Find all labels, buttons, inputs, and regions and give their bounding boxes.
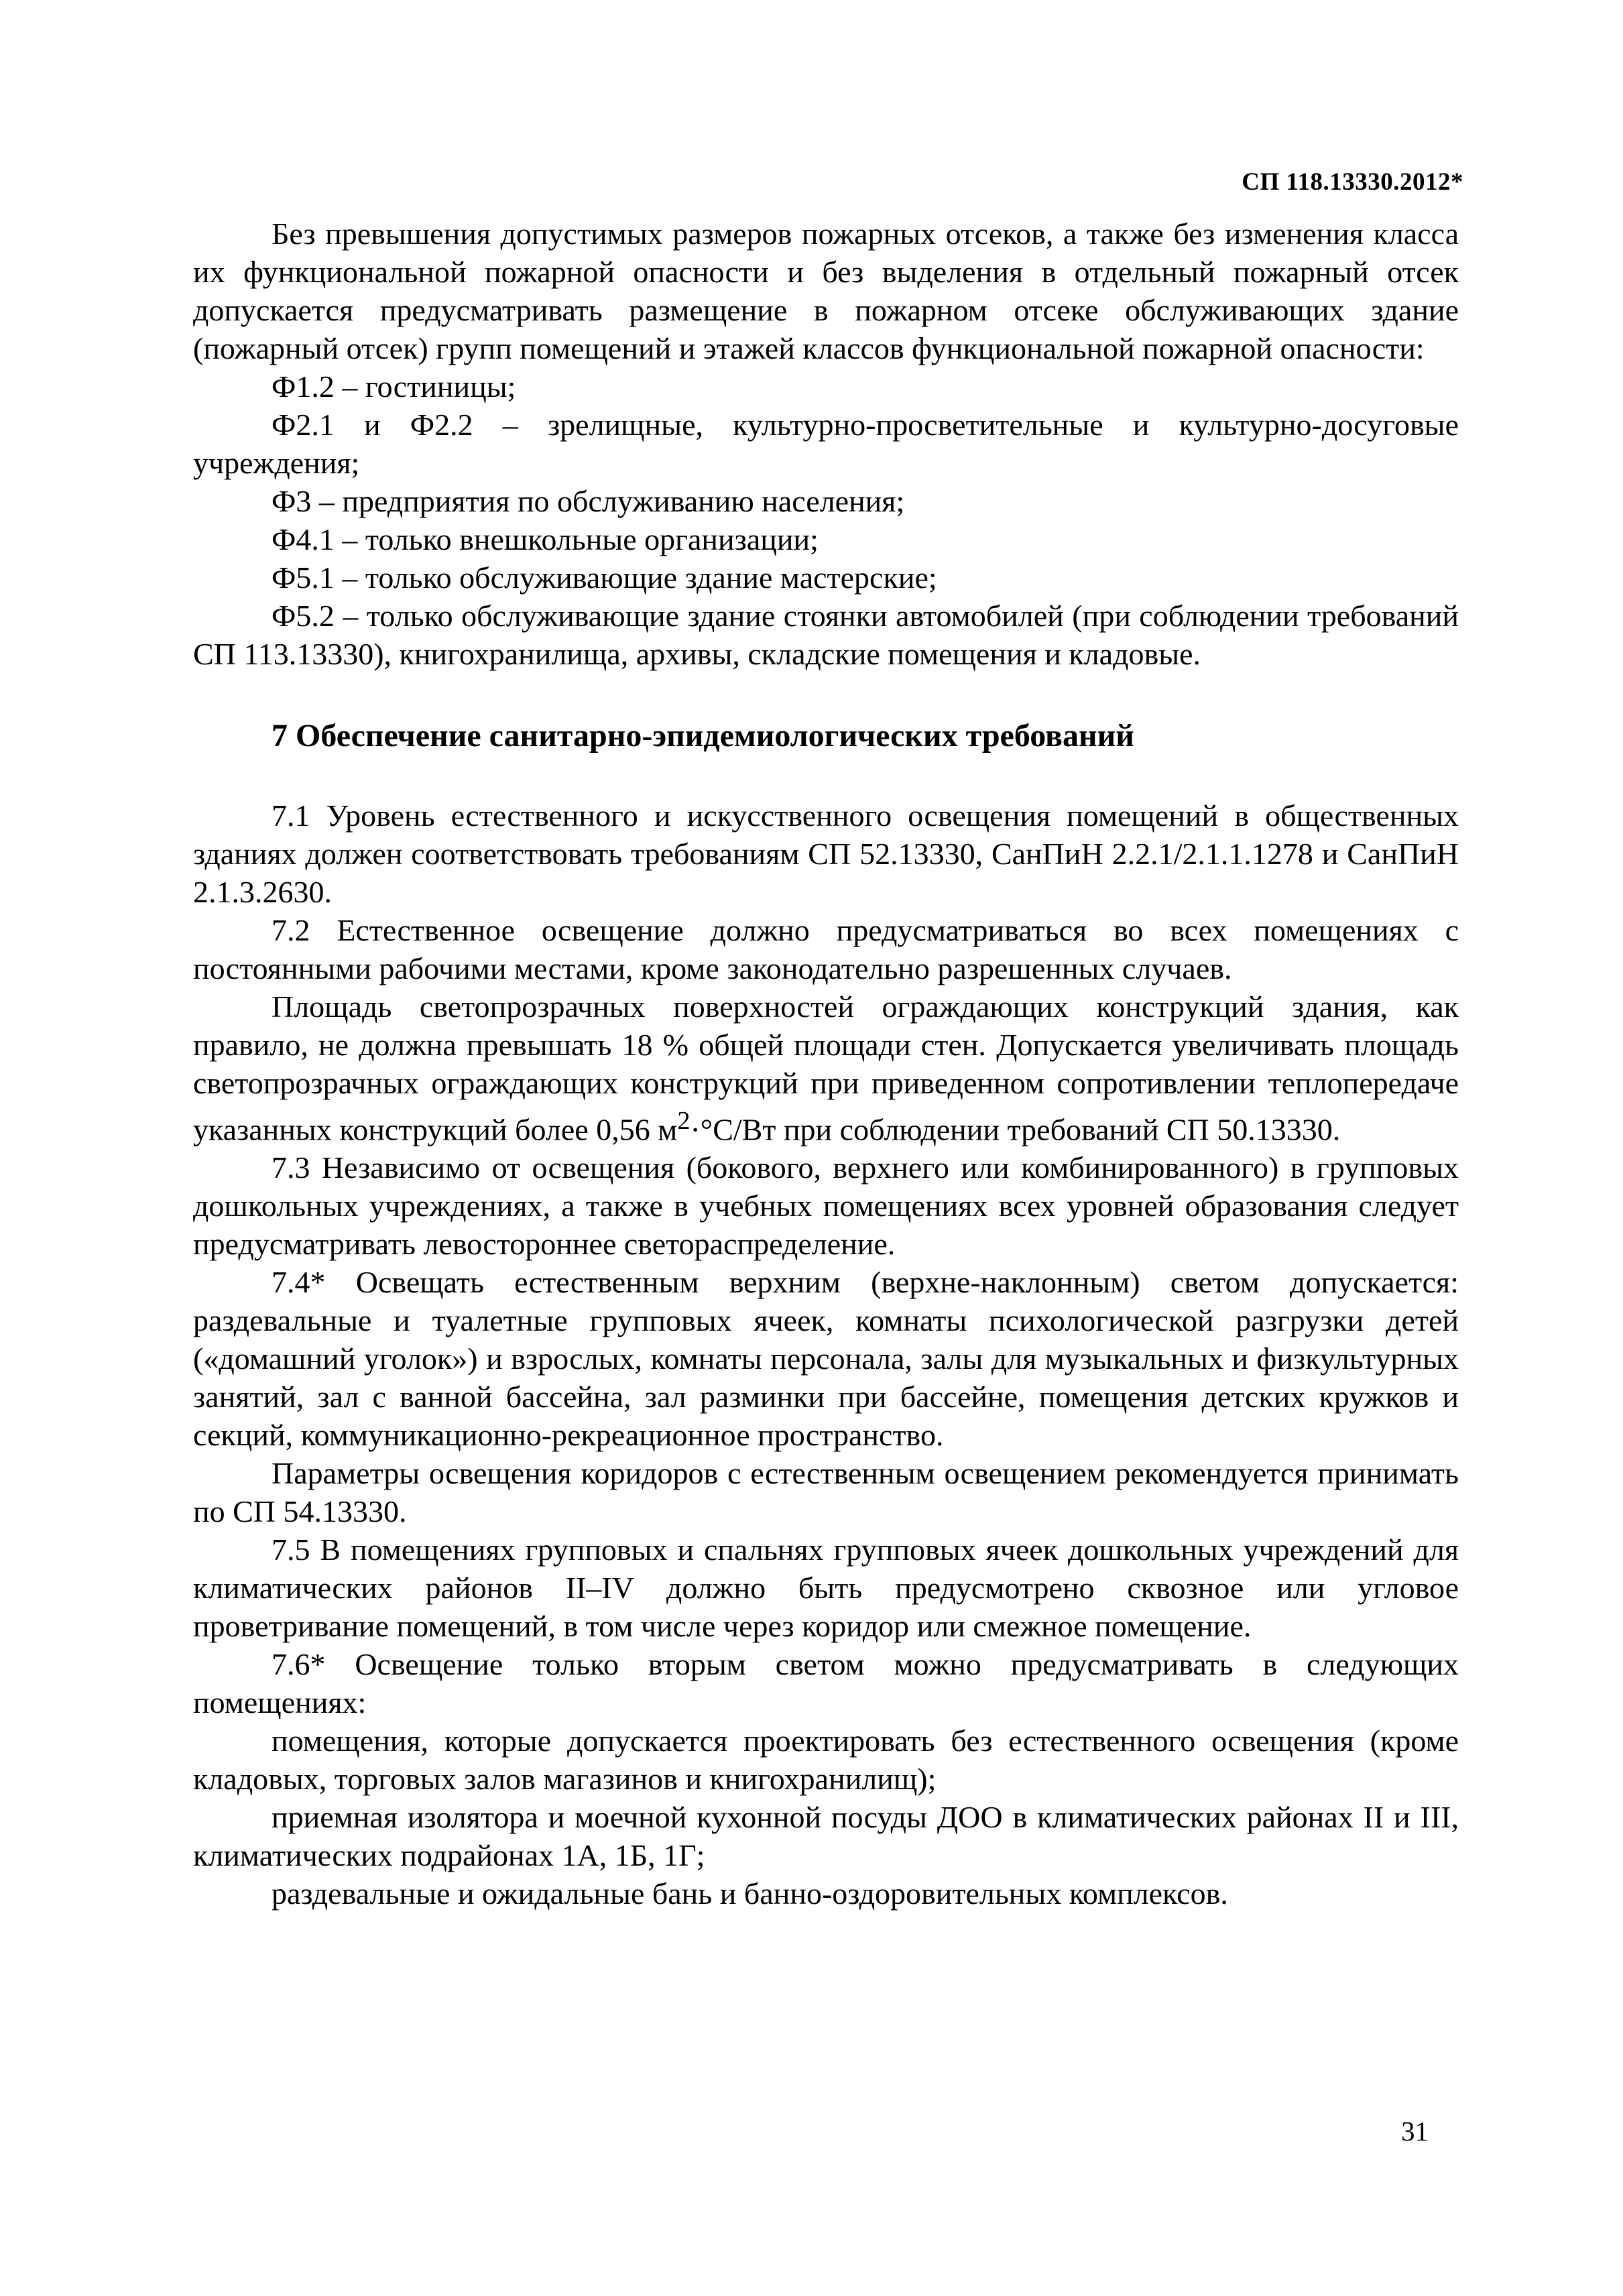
section-heading: 7 Обеспечение санитарно-эпидемиологических требований — [272, 718, 1134, 753]
area-text: Площадь светопрозрачных поверхностей ограждающих конструкций здания, как правило, не должна превышать 18 % общей площади стен. Допускается увеличивать площадь светопрозрачных ограждающих конструкций при приведенном сопротивлении теплопередаче указанных конструкций более 0,56 м — [193, 989, 1459, 1147]
intro-list-item: Ф5.2 – только обслуживающие здание стоянки автомобилей (при соблюдении требований СП 113.13330), книгохранилища, архивы, складские помещения и кладовые. — [193, 599, 1459, 671]
intro-list-item: Ф1.2 – гостиницы; — [272, 369, 516, 404]
intro-paragraph: Без превышения допустимых размеров пожарных отсеков, а также без изменения класса их функциональной пожарной опасности и без выделения в отдельный пожарный отсек допускается предусматривать размещение в пожарном отсеке обслуживающих здание (пожарный отсек) групп помещений и этажей классов функциональной пожарной опасности: — [193, 217, 1459, 365]
paragraph-7-4-corridors: Параметры освещения коридоров с естественным освещением рекомендуется принимать по СП 54.13330. — [193, 1456, 1459, 1529]
paragraph-7-2-area — [193, 987, 1459, 1148]
area-text-end: ·°С/Вт при соблюдении требований СП 50.13330. — [690, 1112, 1341, 1147]
paragraph-7-6-item: приемная изолятора и моечной кухонной посуды ДОО в климатических районах II и III, климатических подрайонах 1А, 1Б, 1Г; — [193, 1800, 1459, 1873]
intro-list-item: Ф3 – предприятия по обслуживанию населения; — [272, 484, 905, 518]
paragraph-7-6-item: помещения, которые допускается проектировать без естественного освещения (кроме кладовых, торговых залов магазинов и книгохранилищ); — [193, 1724, 1459, 1797]
paragraph-7-6: 7.6* Освещение только вторым светом можно предусматривать в следующих помещениях: — [193, 1647, 1459, 1720]
paragraph-7-1: 7.1 Уровень естественного и искусственного освещения помещений в общественных зданиях должен соответствовать требованиям СП 52.13330, СанПиН 2.2.1/2.1.1.1278 и СанПиН 2.1.3.2630. — [193, 798, 1459, 909]
page-content — [193, 215, 1459, 1913]
page-number: 31 — [1401, 2116, 1429, 2147]
paragraph-7-2: 7.2 Естественное освещение должно предусматриваться во всех помещениях с постоянными рабочими местами, кроме законодательно разрешенных случаев. — [193, 913, 1459, 985]
paragraph-7-6-item: раздевальные и ожидальные бань и банно-оздоровительных комплексов. — [272, 1876, 1228, 1911]
superscript-2: 2 — [677, 1107, 690, 1135]
paragraph-7-3: 7.3 Независимо от освещения (бокового, верхнего или комбинированного) в групповых дошкольных учреждениях, а также в учебных помещениях всех уровней образования следует предусматривать левостороннее светораспределение. — [193, 1150, 1459, 1262]
document-code-header: СП 118.13330.2012* — [1242, 168, 1463, 196]
paragraph-7-5: 7.5 В помещениях групповых и спальнях групповых ячеек дошкольных учреждений для климатических районов II–IV должно быть предусмотрено сквозное или угловое проветривание помещений, в том числе через коридор или смежное помещение. — [193, 1532, 1459, 1644]
paragraph-7-4: 7.4* Освещать естественным верхним (верхне-наклонным) светом допускается: раздевальные и туалетные групповых ячеек, комнаты психологической разгрузки детей («домашний уголок») и взрослых, комнаты персонала, залы для музыкальных и физкультурных занятий, зал с ванной бассейна, зал разминки при бассейне, помещения детских кружков и секций, коммуникационно-рекреационное пространство. — [193, 1265, 1459, 1453]
intro-list-item: Ф2.1 и Ф2.2 – зрелищные, культурно-просветительные и культурно-досуговые учреждения; — [193, 408, 1459, 480]
intro-list-item: Ф4.1 – только внешкольные организации; — [272, 522, 819, 556]
intro-list-item: Ф5.1 – только обслуживающие здание мастерские; — [272, 560, 937, 595]
